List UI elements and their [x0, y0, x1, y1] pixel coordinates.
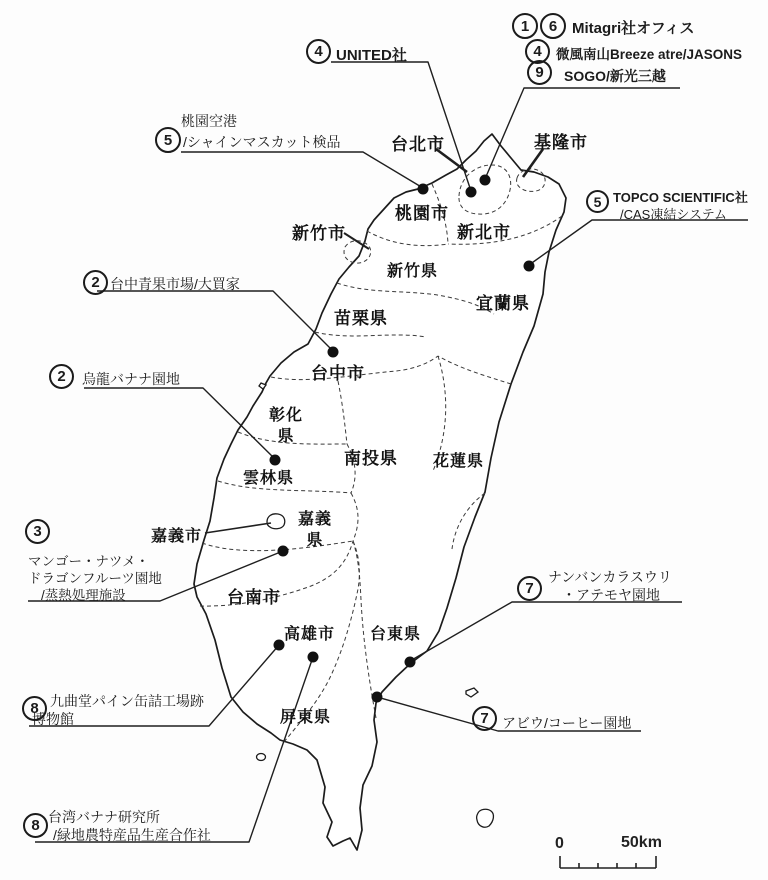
annotation-text-line2: 博物館	[32, 711, 74, 727]
island-orchid	[477, 809, 494, 827]
region-label-pingtung-county: 屏東県	[280, 709, 332, 726]
island-green	[466, 688, 478, 697]
marker-nanban-atemoya	[405, 657, 416, 668]
region-label-kaohsiung-city: 高雄市	[284, 626, 336, 643]
region-label-keelung-city: 基隆市	[534, 133, 588, 152]
circled-number-3-icon: 3	[25, 519, 50, 544]
chiayi-city-enclave	[267, 514, 285, 529]
annotation-text-line2: /CAS凍結システム	[620, 207, 728, 222]
chiayi-line1: 嘉義	[297, 511, 332, 528]
circled-number-7-icon: 7	[517, 576, 542, 601]
annotation-text-line1: マンゴー・ナツメ・	[28, 554, 150, 569]
region-label-tainan-city: 台南市	[227, 588, 281, 607]
annotation-text-line1: 九曲堂パイン缶詰工場跡	[50, 693, 204, 709]
annotation-text-line2: /シャインマスカット検品	[183, 134, 341, 150]
leader-abiu	[377, 697, 641, 731]
annotation-text: UNITED社	[336, 47, 407, 64]
annotation-text-line1: ナンバンカラスウリ	[548, 569, 672, 585]
leader-nanban	[410, 602, 682, 661]
changhua-line1: 彰化	[268, 407, 303, 424]
circled-number-2-icon: 2	[83, 270, 108, 295]
annotation-text: 烏龍バナナ園地	[82, 371, 180, 387]
region-label-chiayi-city: 嘉義市	[151, 528, 203, 545]
scale-bar	[560, 856, 656, 868]
annotation-text-line1: 台湾バナナ研究所	[48, 809, 160, 825]
leader-topco	[529, 220, 748, 265]
annotation-text-line1: 桃園空港	[181, 113, 237, 129]
leader-taichung-market	[97, 291, 333, 351]
region-label-miaoli-county: 苗栗県	[334, 309, 388, 328]
region-label-hsinchu-county: 新竹県	[387, 263, 439, 280]
island-liuqiu	[257, 754, 266, 761]
region-label-nantou-county: 南投県	[344, 449, 398, 468]
leader-taoyuan-airport	[181, 152, 423, 188]
chiayi-line2: 県	[306, 532, 324, 549]
region-label-taichung-city: 台中市	[311, 364, 365, 383]
scale-zero-label: 0	[555, 835, 564, 852]
annotation-text-line3: /蒸熱処理施設	[41, 588, 126, 603]
circled-number-5-icon: 5	[155, 127, 181, 153]
circled-number-4-icon: 4	[306, 39, 331, 64]
marker-taoyuan-airport	[418, 184, 429, 195]
marker-mitagri-taipei	[480, 175, 491, 186]
annotation-text: SOGO/新光三越	[564, 68, 666, 84]
annotation-text: 台中青果市場/大買家	[110, 276, 240, 292]
circled-number-6-icon: 6	[540, 13, 566, 39]
annotation-text: 微風南山Breeze atre/JASONS	[556, 47, 743, 62]
region-label-yunlin-county: 雲林県	[243, 470, 295, 487]
circled-number-9-icon: 9	[527, 60, 552, 85]
marker-taichung-market	[328, 347, 339, 358]
marker-mango-site	[278, 546, 289, 557]
marker-wulong-banana	[270, 455, 281, 466]
taiwan-coastline	[194, 134, 566, 850]
circled-number-1-icon: 1	[512, 13, 538, 39]
circled-number-2-icon: 2	[49, 364, 74, 389]
circled-number-8-icon: 8	[22, 696, 47, 721]
region-label-hualien-county: 花蓮県	[433, 453, 485, 470]
marker-united-taipei	[466, 187, 477, 198]
circled-number-7-icon: 7	[472, 706, 497, 731]
leader-united	[331, 62, 471, 191]
region-label-hsinchu-city: 新竹市	[292, 224, 346, 243]
circled-number-4-icon: 4	[525, 39, 550, 64]
changhua-line2: 県	[277, 428, 295, 445]
leader-taipei-label	[436, 149, 467, 172]
circled-number-5-icon: 5	[586, 190, 609, 213]
annotation-text-line1: TOPCO SCIENTIFIC社	[613, 190, 748, 205]
annotation-text: アビウ/コーヒー園地	[502, 715, 632, 731]
region-label-taipei-city: 台北市	[391, 135, 445, 154]
region-label-taoyuan-city: 桃園市	[395, 204, 449, 223]
region-label-yilan-county: 宜蘭県	[476, 294, 530, 313]
marker-topco-yilan	[524, 261, 535, 272]
annotation-text: Mitagri社オフィス	[572, 20, 695, 37]
region-label-taitung-county: 台東県	[370, 626, 422, 643]
region-label-new-taipei: 新北市	[457, 223, 511, 242]
scale-max-label: 50km	[621, 834, 662, 851]
annotation-text-line2: /緑地農特産品生産合作社	[53, 827, 211, 843]
marker-jiuqutang	[274, 640, 285, 651]
circled-number-8-icon: 8	[23, 813, 48, 838]
annotation-text-line2: ドラゴンフルーツ園地	[28, 571, 162, 586]
annotation-text-line2: ・アテモヤ園地	[562, 587, 660, 603]
marker-banana-research	[308, 652, 319, 663]
marker-abiu-coffee	[372, 692, 383, 703]
